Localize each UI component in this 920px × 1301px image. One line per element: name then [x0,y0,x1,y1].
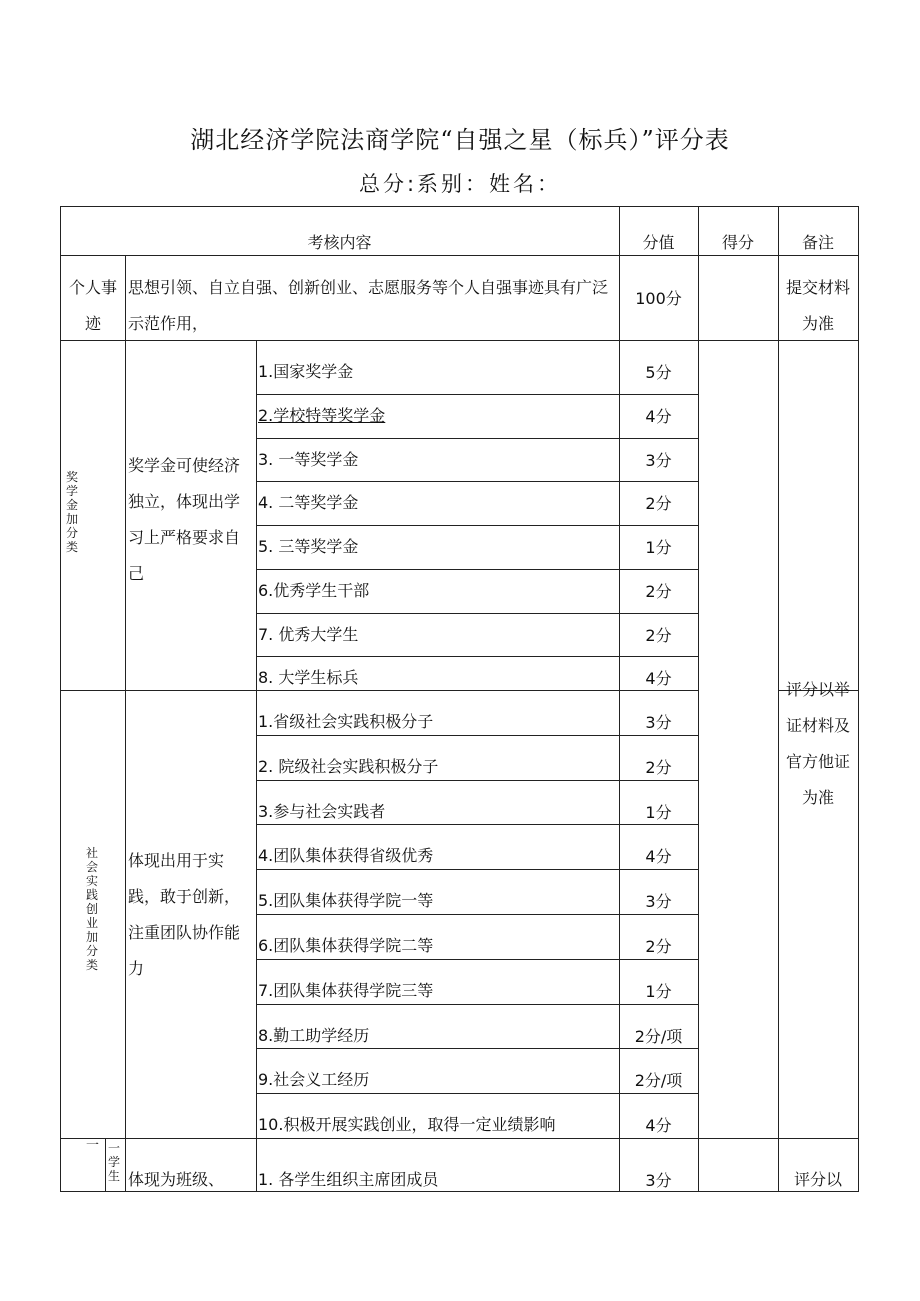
student-remark: 评分以 [793,1170,842,1189]
scholarship-item-label: 1.国家奖学金 [258,362,354,381]
scholarship-desc: 奖学金可使经济独立，体现出学习上严格要求自己 [128,456,241,583]
student-item-label: 1. 各学生组织主席团成员 [258,1170,439,1189]
practice-item-label: 3.参与社会实践者 [258,801,386,821]
scholarship-item-score: 1分 [645,538,672,557]
practice-item-score: 1分 [645,802,672,822]
scholarship-item-score: 4分 [645,669,672,689]
table-border-bottom [60,1191,859,1192]
score-header-line: 总分:系别：姓名： [358,172,562,196]
scholarship-row-divider [256,656,698,657]
practice-row-divider [256,824,698,825]
personal-remark: 提交材料为准 [785,278,850,333]
shared-remark: 评分以举证材料及官方他证为准 [785,680,850,807]
practice-item-score: 1分 [645,981,672,1001]
practice-row-divider [256,914,698,915]
personal-category: 个人事迹 [68,278,117,333]
practice-item-label: 2. 院级社会实践积极分子 [258,756,439,776]
scholarship-row-divider [256,525,698,526]
practice-row-divider [256,959,698,960]
practice-item-label: 5.团队集体获得学院一等 [258,891,434,911]
desc-column-line [256,340,257,1192]
remark-column-line [778,206,779,1192]
scholarship-item-label: 4. 二等奖学金 [258,493,359,513]
practice-item-score: 2分/项 [634,1026,683,1046]
personal-desc: 思想引领、自立自强、创新创业、志愿服务等个人自强事迹具有广泛示范作用， [128,278,609,333]
practice-row-divider [256,780,698,781]
header-got: 得分 [721,233,754,252]
practice-row-divider [256,1004,698,1005]
scholarship-item-label: 3. 一等奖学金 [258,449,359,469]
practice-section-bottom [60,1138,859,1139]
practice-item-score: 2分/项 [634,1071,683,1091]
scholarship-section-bottom [60,690,699,691]
practice-item-score: 3分 [645,892,672,912]
practice-item-label: 4.团队集体获得省级优秀 [258,846,434,866]
scholarship-item-label: 7. 优秀大学生 [258,624,359,644]
scholarship-row-divider [256,394,698,395]
scholarship-row-divider [256,613,698,614]
practice-item-label: 7.团队集体获得学院三等 [258,980,434,1000]
got-column-line [698,206,699,1192]
practice-item-label: 6.团队集体获得学院二等 [258,936,434,955]
scholarship-item-label: 5. 三等奖学金 [258,537,359,556]
practice-desc: 体现出用于实践，敢于创新，注重团队协作能力 [128,851,241,978]
scholarship-item-score: 4分 [645,406,672,426]
student-desc: 体现为班级、 [128,1170,225,1189]
practice-item-score: 2分 [645,757,672,777]
practice-item-score: 4分 [645,1116,672,1136]
student-mark: 一 [86,1138,100,1153]
practice-item-label: 9.社会义工经历 [258,1070,370,1090]
scholarship-item-score: 5分 [645,363,672,382]
header-content: 考核内容 [307,233,372,252]
personal-score: 100分 [635,289,682,308]
practice-item-score: 2分 [645,937,672,956]
scholarship-row-divider [256,438,698,439]
header-score: 分值 [642,233,675,252]
student-category: 一学生 [107,1141,120,1183]
scholarship-item-score: 2分 [645,581,672,601]
scholarship-item-score: 3分 [645,450,672,470]
scholarship-item-score: 2分 [645,494,672,514]
table-border-top [60,206,859,207]
practice-row-divider [256,869,698,870]
practice-row-divider [256,1093,698,1094]
practice-item-label: 1.省级社会实践积极分子 [258,712,434,731]
scholarship-item-label: 2.学校特等奖学金 [258,405,386,425]
student-item-score: 3分 [645,1171,672,1190]
page-title: 湖北经济学院法商学院“自强之星（标兵）”评分表 [190,126,730,154]
student-subcategory-line [105,1138,106,1192]
table-border-left [60,206,61,1192]
scholarship-item-score: 2分 [645,625,672,645]
practice-row-divider [256,735,698,736]
practice-category: 社会实践创业加分类 [85,846,98,972]
practice-row-divider [256,1048,698,1049]
practice-item-label: 8.勤工助学经历 [258,1025,370,1045]
table-border-right [858,206,859,1192]
header-row-bottom [60,255,859,256]
practice-item-score: 4分 [645,847,672,867]
practice-item-label: 10.积极开展实践创业，取得一定业绩影响 [258,1115,556,1135]
scholarship-row-divider [256,481,698,482]
category-column-line [125,255,126,1192]
scholarship-category: 奖学金加分类 [65,470,78,554]
scholarship-row-divider [256,569,698,570]
scholarship-item-label: 8. 大学生标兵 [258,668,359,688]
practice-item-score: 3分 [645,713,672,732]
header-remark: 备注 [801,233,834,252]
scholarship-item-label: 6.优秀学生干部 [258,580,370,600]
